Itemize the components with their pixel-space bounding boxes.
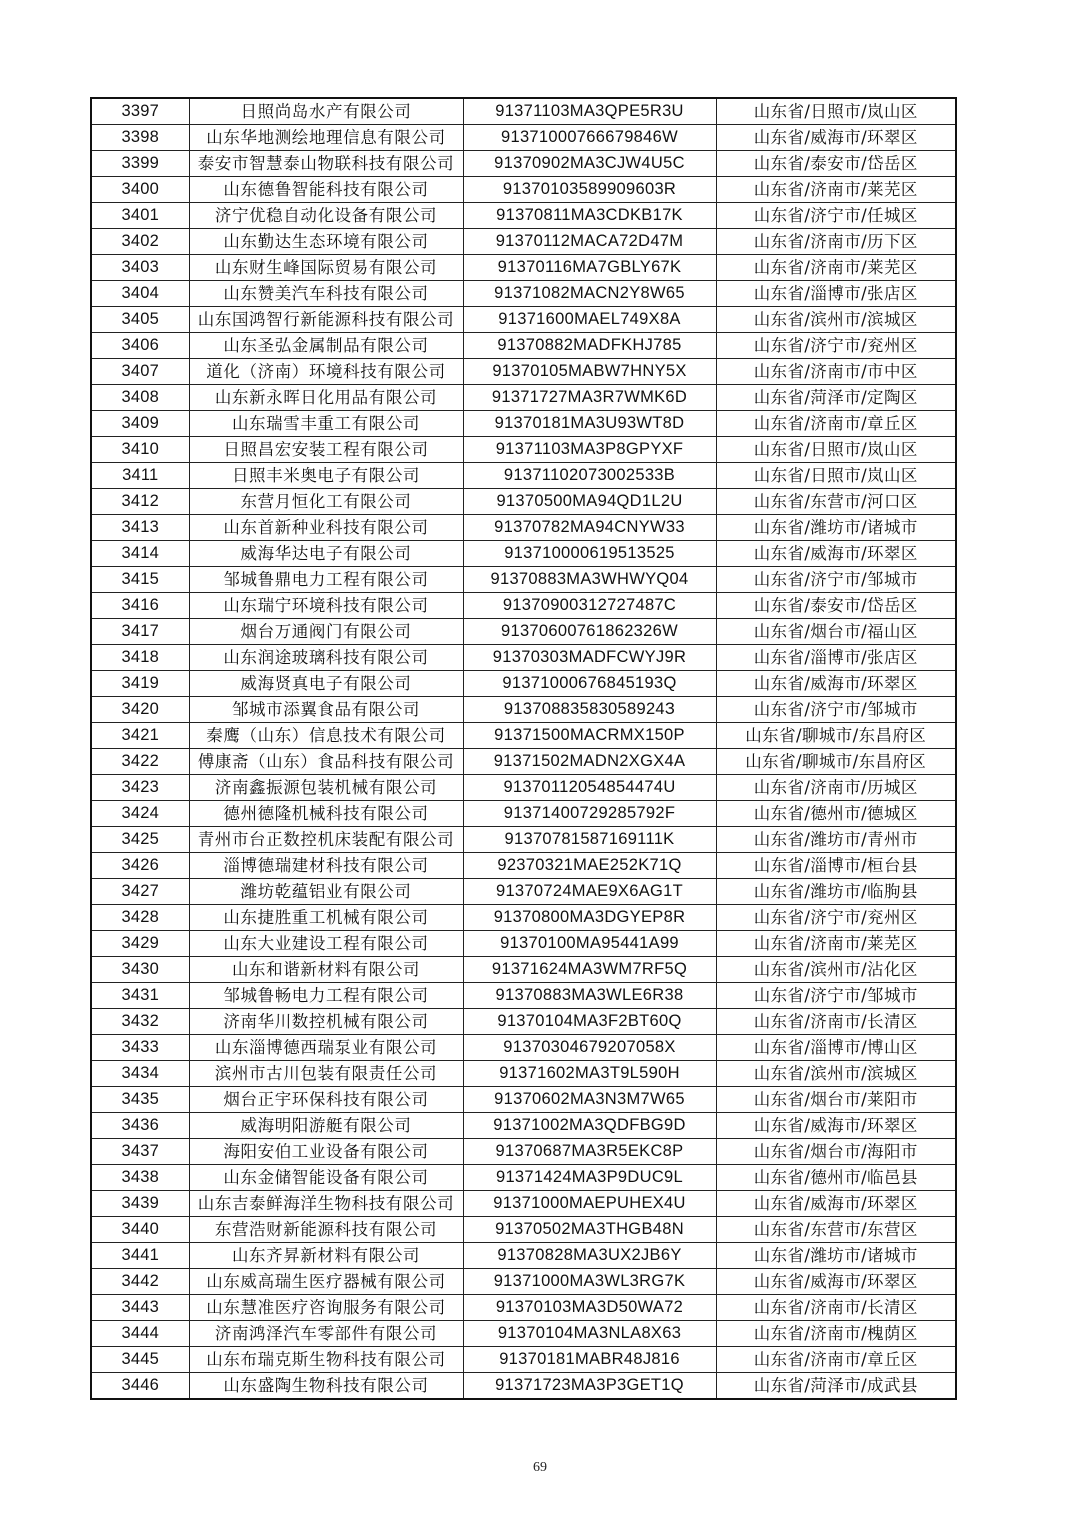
credit-code: 91370900312727487C [463, 593, 716, 619]
company-name: 山东润途玻璃科技有限公司 [189, 645, 463, 671]
company-name: 山东赞美汽车科技有限公司 [189, 281, 463, 307]
row-number: 3444 [91, 1321, 189, 1347]
table-row [91, 281, 956, 307]
company-name: 淄博德瑞建材科技有限公司 [189, 853, 463, 879]
row-number: 3411 [91, 463, 189, 489]
table-row [91, 359, 956, 385]
row-number: 3446 [91, 1373, 189, 1400]
credit-code: 91370883MA3WLE6R38 [463, 983, 716, 1009]
company-address: 山东省/威海市/环翠区 [716, 1113, 956, 1139]
row-number: 3434 [91, 1061, 189, 1087]
company-name: 山东捷胜重工机械有限公司 [189, 905, 463, 931]
table-row [91, 1087, 956, 1113]
row-number: 3412 [91, 489, 189, 515]
company-address: 山东省/日照市/岚山区 [716, 98, 956, 125]
table-row [91, 385, 956, 411]
table-row [91, 619, 956, 645]
company-address: 山东省/济南市/槐荫区 [716, 1321, 956, 1347]
credit-code: 91370811MA3CDKB17K [463, 203, 716, 229]
table-row [91, 879, 956, 905]
company-address: 山东省/德州市/德城区 [716, 801, 956, 827]
credit-code: 91370100MA95441A99 [463, 931, 716, 957]
company-name: 山东布瑞克斯生物科技有限公司 [189, 1347, 463, 1373]
row-number: 3442 [91, 1269, 189, 1295]
table-row [91, 203, 956, 229]
company-address: 山东省/济南市/莱芜区 [716, 255, 956, 281]
table-row [91, 827, 956, 853]
company-address: 山东省/济宁市/邹城市 [716, 697, 956, 723]
credit-code: 92370321MAE252K71Q [463, 853, 716, 879]
company-name: 烟台万通阀门有限公司 [189, 619, 463, 645]
table-row [91, 905, 956, 931]
credit-code: 91370104MA3F2BT60Q [463, 1009, 716, 1035]
credit-code: 91371602MA3T9L590H [463, 1061, 716, 1087]
company-address: 山东省/济南市/历下区 [716, 229, 956, 255]
row-number: 3414 [91, 541, 189, 567]
company-name: 德州德隆机械科技有限公司 [189, 801, 463, 827]
company-name: 傅康斋（山东）食品科技有限公司 [189, 749, 463, 775]
row-number: 3428 [91, 905, 189, 931]
company-address: 山东省/泰安市/岱岳区 [716, 593, 956, 619]
row-number: 3397 [91, 98, 189, 125]
row-number: 3420 [91, 697, 189, 723]
credit-code: 91371082MACN2Y8W65 [463, 281, 716, 307]
company-name: 济南鸿泽汽车零部件有限公司 [189, 1321, 463, 1347]
company-address: 山东省/烟台市/海阳市 [716, 1139, 956, 1165]
company-name: 山东和谐新材料有限公司 [189, 957, 463, 983]
company-name: 山东首新种业科技有限公司 [189, 515, 463, 541]
company-name: 威海明阳游艇有限公司 [189, 1113, 463, 1139]
table-row [91, 333, 956, 359]
credit-code: 91371000MAEPUHEX4U [463, 1191, 716, 1217]
company-name: 邹城鲁畅电力工程有限公司 [189, 983, 463, 1009]
company-registry-table [90, 97, 957, 1400]
table-row [91, 1165, 956, 1191]
credit-code: 91370105MABW7HNY5X [463, 359, 716, 385]
credit-code: 91370112MACA72D47M [463, 229, 716, 255]
company-address: 山东省/济南市/长清区 [716, 1009, 956, 1035]
row-number: 3416 [91, 593, 189, 619]
row-number: 3430 [91, 957, 189, 983]
row-number: 3435 [91, 1087, 189, 1113]
company-address: 山东省/淄博市/张店区 [716, 281, 956, 307]
company-name: 泰安市智慧泰山物联科技有限公司 [189, 151, 463, 177]
company-name: 山东盛陶生物科技有限公司 [189, 1373, 463, 1400]
company-address: 山东省/济宁市/任城区 [716, 203, 956, 229]
row-number: 3437 [91, 1139, 189, 1165]
table-row [91, 541, 956, 567]
company-address: 山东省/烟台市/福山区 [716, 619, 956, 645]
table-row [91, 515, 956, 541]
company-address: 山东省/潍坊市/诸城市 [716, 515, 956, 541]
row-number: 3436 [91, 1113, 189, 1139]
company-name: 山东瑞雪丰重工有限公司 [189, 411, 463, 437]
company-name: 山东新永晖日化用品有限公司 [189, 385, 463, 411]
company-address: 山东省/济南市/章丘区 [716, 1347, 956, 1373]
row-number: 3398 [91, 125, 189, 151]
credit-code: 91370116MA7GBLY67K [463, 255, 716, 281]
credit-code: 91371000766679846W [463, 125, 716, 151]
company-name: 山东德鲁智能科技有限公司 [189, 177, 463, 203]
company-name: 邹城鲁鼎电力工程有限公司 [189, 567, 463, 593]
row-number: 3409 [91, 411, 189, 437]
row-number: 3404 [91, 281, 189, 307]
row-number: 3438 [91, 1165, 189, 1191]
row-number: 3399 [91, 151, 189, 177]
company-address: 山东省/济南市/长清区 [716, 1295, 956, 1321]
company-name: 山东财生峰国际贸易有限公司 [189, 255, 463, 281]
table-row [91, 1061, 956, 1087]
table-row [91, 1347, 956, 1373]
company-address: 山东省/济宁市/兖州区 [716, 333, 956, 359]
row-number: 3410 [91, 437, 189, 463]
credit-code: 91370782MA94CNYW33 [463, 515, 716, 541]
row-number: 3406 [91, 333, 189, 359]
company-name: 山东淄博德西瑞泵业有限公司 [189, 1035, 463, 1061]
credit-code: 91371502MADN2XGX4A [463, 749, 716, 775]
company-name: 邹城市添翼食品有限公司 [189, 697, 463, 723]
company-name: 山东金储智能设备有限公司 [189, 1165, 463, 1191]
credit-code: 91370883MA3WHWYQ04 [463, 567, 716, 593]
company-name: 滨州市古川包装有限责任公司 [189, 1061, 463, 1087]
company-address: 山东省/潍坊市/诸城市 [716, 1243, 956, 1269]
company-address: 山东省/滨州市/滨城区 [716, 307, 956, 333]
company-name: 山东慧准医疗咨询服务有限公司 [189, 1295, 463, 1321]
row-number: 3413 [91, 515, 189, 541]
credit-code: 91370883583058924З [463, 697, 716, 723]
row-number: 3402 [91, 229, 189, 255]
credit-code: 91370828MA3UX2JB6Y [463, 1243, 716, 1269]
table-row [91, 1113, 956, 1139]
row-number: 3439 [91, 1191, 189, 1217]
credit-code: 91370304679207058X [463, 1035, 716, 1061]
company-name: 日照昌宏安装工程有限公司 [189, 437, 463, 463]
row-number: 3415 [91, 567, 189, 593]
company-address: 山东省/聊城市/东昌府区 [716, 723, 956, 749]
company-address: 山东省/济宁市/兖州区 [716, 905, 956, 931]
company-name: 山东齐昇新材料有限公司 [189, 1243, 463, 1269]
company-address: 山东省/泰安市/岱岳区 [716, 151, 956, 177]
company-address: 山东省/威海市/环翠区 [716, 125, 956, 151]
credit-code: 91370882MADFKHJ785 [463, 333, 716, 359]
row-number: 3427 [91, 879, 189, 905]
table-row [91, 489, 956, 515]
credit-code: 91371727MA3R7WMK6D [463, 385, 716, 411]
row-number: 3422 [91, 749, 189, 775]
table-row [91, 1009, 956, 1035]
credit-code: 91370103589909603R [463, 177, 716, 203]
company-address: 山东省/济宁市/邹城市 [716, 567, 956, 593]
company-address: 山东省/威海市/环翠区 [716, 671, 956, 697]
company-name: 海阳安伯工业设备有限公司 [189, 1139, 463, 1165]
company-address: 山东省/日照市/岚山区 [716, 437, 956, 463]
row-number: 3423 [91, 775, 189, 801]
table-row [91, 125, 956, 151]
table-row [91, 1321, 956, 1347]
table-row [91, 593, 956, 619]
table-row [91, 1191, 956, 1217]
page-number: 69 [533, 1460, 547, 1475]
table-row [91, 957, 956, 983]
company-name: 东营浩财新能源科技有限公司 [189, 1217, 463, 1243]
table-row [91, 1243, 956, 1269]
credit-code: 91371102073002533B [463, 463, 716, 489]
table-row [91, 853, 956, 879]
table-row [91, 1269, 956, 1295]
credit-code: 91371723MA3P3GET1Q [463, 1373, 716, 1400]
row-number: 3405 [91, 307, 189, 333]
row-number: 3431 [91, 983, 189, 1009]
row-number: 3408 [91, 385, 189, 411]
company-address: 山东省/济南市/市中区 [716, 359, 956, 385]
company-address: 山东省/滨州市/滨城区 [716, 1061, 956, 1087]
company-address: 山东省/淄博市/张店区 [716, 645, 956, 671]
row-number: 3426 [91, 853, 189, 879]
company-address: 山东省/济南市/章丘区 [716, 411, 956, 437]
credit-code: 91371002MA3QDFBG9D [463, 1113, 716, 1139]
table-row [91, 567, 956, 593]
table-row [91, 307, 956, 333]
table-row [91, 1035, 956, 1061]
company-name: 山东华地测绘地理信息有限公司 [189, 125, 463, 151]
table-row [91, 411, 956, 437]
credit-code: 91371600MAEL749X8A [463, 307, 716, 333]
table-row [91, 1139, 956, 1165]
company-address: 山东省/东营市/东营区 [716, 1217, 956, 1243]
row-number: 3445 [91, 1347, 189, 1373]
credit-code: 91370181MA3U93WT8D [463, 411, 716, 437]
table-row [91, 931, 956, 957]
credit-code: 91370724MAE9X6AG1T [463, 879, 716, 905]
company-name: 日照尚岛水产有限公司 [189, 98, 463, 125]
credit-code: 91370602MA3N3M7W65 [463, 1087, 716, 1113]
credit-code: 91370800MA3DGYEP8R [463, 905, 716, 931]
credit-code: 91370781587169111K [463, 827, 716, 853]
company-name: 威海华达电子有限公司 [189, 541, 463, 567]
table-row [91, 801, 956, 827]
company-name: 山东勤达生态环境有限公司 [189, 229, 463, 255]
table-row [91, 98, 956, 125]
company-name: 济宁优稳自动化设备有限公司 [189, 203, 463, 229]
company-name: 山东大业建设工程有限公司 [189, 931, 463, 957]
row-number: 3429 [91, 931, 189, 957]
table-row [91, 645, 956, 671]
credit-code: 91370600761862326W [463, 619, 716, 645]
company-name: 山东瑞宁环境科技有限公司 [189, 593, 463, 619]
company-address: 山东省/淄博市/桓台县 [716, 853, 956, 879]
company-address: 山东省/潍坊市/青州市 [716, 827, 956, 853]
row-number: 3401 [91, 203, 189, 229]
row-number: 3419 [91, 671, 189, 697]
credit-code: 91370687MA3R5EKC8P [463, 1139, 716, 1165]
row-number: 3407 [91, 359, 189, 385]
company-address: 山东省/东营市/河口区 [716, 489, 956, 515]
credit-code: 91371400729285792F [463, 801, 716, 827]
credit-code: 91371500MACRMX150P [463, 723, 716, 749]
registry-table-body [91, 98, 956, 1399]
credit-code: 91371103MA3QPE5R3U [463, 98, 716, 125]
table-row [91, 1373, 956, 1400]
credit-code: 91370303MADFCWYJ9R [463, 645, 716, 671]
table-row [91, 229, 956, 255]
company-address: 山东省/济南市/历城区 [716, 775, 956, 801]
company-address: 山东省/聊城市/东昌府区 [716, 749, 956, 775]
company-address: 山东省/淄博市/博山区 [716, 1035, 956, 1061]
company-name: 秦鹰（山东）信息技术有限公司 [189, 723, 463, 749]
table-row [91, 437, 956, 463]
row-number: 3403 [91, 255, 189, 281]
row-number: 3440 [91, 1217, 189, 1243]
company-address: 山东省/菏泽市/成武县 [716, 1373, 956, 1400]
company-address: 山东省/德州市/临邑县 [716, 1165, 956, 1191]
row-number: 3421 [91, 723, 189, 749]
company-address: 山东省/滨州市/沾化区 [716, 957, 956, 983]
company-address: 山东省/威海市/环翠区 [716, 541, 956, 567]
table-row [91, 255, 956, 281]
table-row [91, 177, 956, 203]
row-number: 3433 [91, 1035, 189, 1061]
company-name: 山东圣弘金属制品有限公司 [189, 333, 463, 359]
credit-code: 91371424MA3P9DUC9L [463, 1165, 716, 1191]
credit-code: 91370181MABR48J816 [463, 1347, 716, 1373]
company-address: 山东省/烟台市/莱阳市 [716, 1087, 956, 1113]
row-number: 3425 [91, 827, 189, 853]
table-row [91, 723, 956, 749]
credit-code: 91371624MA3WM7RF5Q [463, 957, 716, 983]
table-row [91, 463, 956, 489]
table-row [91, 749, 956, 775]
company-name: 潍坊乾蕴铝业有限公司 [189, 879, 463, 905]
company-name: 日照丰米奥电子有限公司 [189, 463, 463, 489]
company-address: 山东省/威海市/环翠区 [716, 1269, 956, 1295]
company-address: 山东省/济宁市/邹城市 [716, 983, 956, 1009]
credit-code: 91371000676845193Q [463, 671, 716, 697]
company-name: 山东威高瑞生医疗器械有限公司 [189, 1269, 463, 1295]
table-row [91, 775, 956, 801]
table-row [91, 983, 956, 1009]
company-address: 山东省/济南市/莱芜区 [716, 177, 956, 203]
table-row [91, 1295, 956, 1321]
credit-code: 913710000619513525 [463, 541, 716, 567]
row-number: 3400 [91, 177, 189, 203]
company-name: 山东吉泰鲜海洋生物科技有限公司 [189, 1191, 463, 1217]
row-number: 3432 [91, 1009, 189, 1035]
table-row [91, 697, 956, 723]
table-row [91, 1217, 956, 1243]
company-name: 烟台正宇环保科技有限公司 [189, 1087, 463, 1113]
company-address: 山东省/日照市/岚山区 [716, 463, 956, 489]
table-row [91, 671, 956, 697]
company-address: 山东省/菏泽市/定陶区 [716, 385, 956, 411]
company-name: 威海贤真电子有限公司 [189, 671, 463, 697]
row-number: 3417 [91, 619, 189, 645]
credit-code: 91371103MA3P8GPYXF [463, 437, 716, 463]
credit-code: 91370502MA3THGB48N [463, 1217, 716, 1243]
company-address: 山东省/威海市/环翠区 [716, 1191, 956, 1217]
credit-code: 91370103MA3D50WA72 [463, 1295, 716, 1321]
company-address: 山东省/潍坊市/临朐县 [716, 879, 956, 905]
company-name: 济南鑫振源包装机械有限公司 [189, 775, 463, 801]
company-name: 济南华川数控机械有限公司 [189, 1009, 463, 1035]
row-number: 3443 [91, 1295, 189, 1321]
company-name: 青州市台正数控机床装配有限公司 [189, 827, 463, 853]
credit-code: 91370104MA3NLA8X63 [463, 1321, 716, 1347]
company-name: 山东国鸿智行新能源科技有限公司 [189, 307, 463, 333]
company-name: 东营月恒化工有限公司 [189, 489, 463, 515]
company-name: 道化（济南）环境科技有限公司 [189, 359, 463, 385]
credit-code: 91370112054854474U [463, 775, 716, 801]
company-address: 山东省/济南市/莱芜区 [716, 931, 956, 957]
credit-code: 91370902MA3CJW4U5C [463, 151, 716, 177]
row-number: 3418 [91, 645, 189, 671]
credit-code: 91370500MA94QD1L2U [463, 489, 716, 515]
table-row [91, 151, 956, 177]
row-number: 3441 [91, 1243, 189, 1269]
credit-code: 91371000MA3WL3RG7K [463, 1269, 716, 1295]
row-number: 3424 [91, 801, 189, 827]
